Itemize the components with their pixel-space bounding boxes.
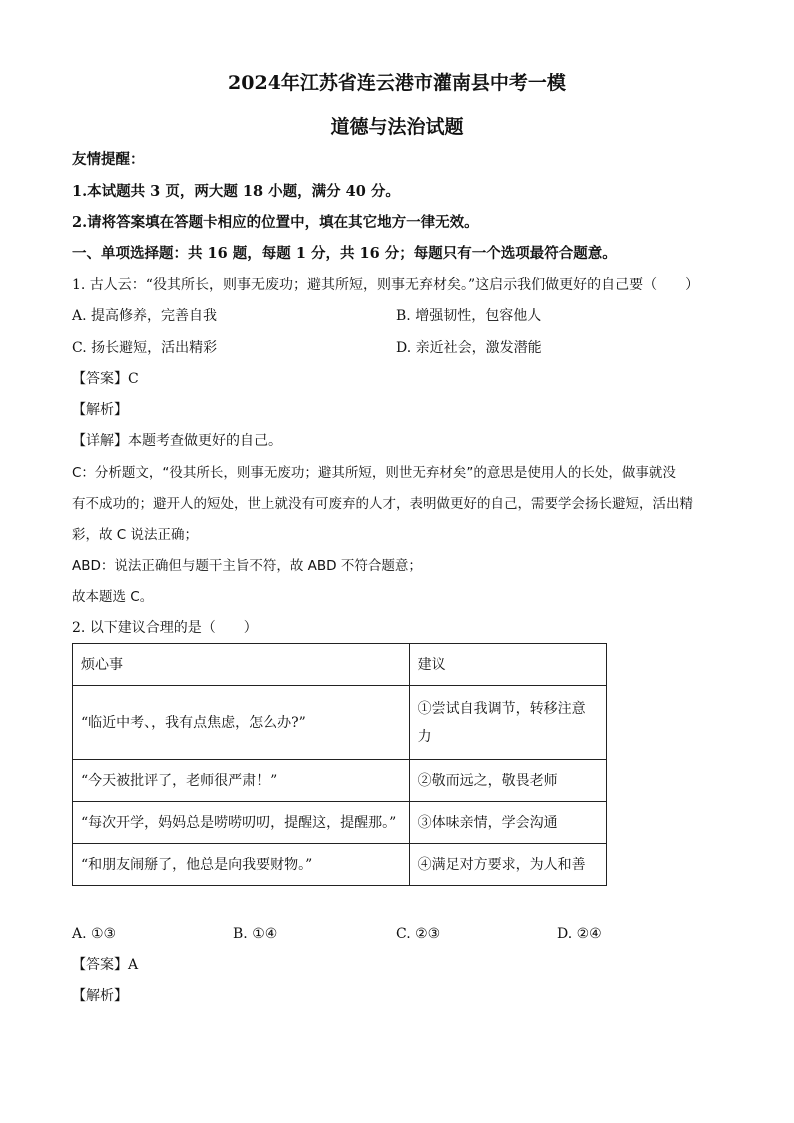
advice-table xyxy=(72,643,607,886)
q1-option-d: D. 亲近社会，激发潜能 xyxy=(396,340,542,356)
q1-option-c: C. 扬长避短，活出精彩 xyxy=(72,340,218,356)
q1-detail: 【详解】本题考查做更好的自己。 xyxy=(72,433,282,449)
reminder-item-2: 2.请将答案填在答题卡相应的位置中，填在其它地方一律无效。 xyxy=(72,214,479,231)
q1-option-a: A. 提高修养，完善自我 xyxy=(72,308,218,324)
table-cell: ②敬而远之，敬畏老师 xyxy=(409,760,606,802)
table-cell xyxy=(409,686,606,760)
q2-option-c: C. ②③ xyxy=(396,926,441,942)
table-cell: ④满足对方要求，为人和善 xyxy=(409,844,606,886)
q2-analysis-label: 【解析】 xyxy=(72,988,128,1004)
q1-conclusion: 故本题选 C。 xyxy=(72,589,154,605)
q1-answer: 【答案】C xyxy=(72,371,139,387)
q1-abd-note: ABD：说法正确但与题干主旨不符，故 ABD 不符合题意； xyxy=(72,558,422,574)
exam-title: 2024年江苏省连云港市灌南县中考一模 xyxy=(228,72,566,94)
table-header-cell: 烦心事 xyxy=(73,644,410,686)
table-cell: “今天被批评了，老师很严肃！” xyxy=(73,760,410,802)
table-cell: “临近中考、，我有点焦虑，怎么办?” xyxy=(73,686,410,760)
reminder-item-1: 1.本试题共 3 页，两大题 18 小题，满分 40 分。 xyxy=(72,183,400,200)
question-1-stem: 1. 古人云：“役其所长，则事无废功；避其所短，则事无弃材矣。”这启示我们做更好的自己要（ ） xyxy=(72,277,700,293)
q2-option-b: B. ①④ xyxy=(233,926,278,942)
q2-option-a: A. ①③ xyxy=(72,926,117,942)
q1-explain-line-3: 彩，故 C 说法正确； xyxy=(72,527,199,543)
table-cell: “每次开学，妈妈总是唠唠叨叨，提醒这，提醒那。” xyxy=(73,802,410,844)
table-row xyxy=(73,760,607,802)
q2-answer: 【答案】A xyxy=(72,957,139,973)
q1-analysis-label: 【解析】 xyxy=(72,402,128,418)
table-row xyxy=(73,844,607,886)
q1-explain-line-1: C：分析题文，“役其所长，则事无废功；避其所短，则世无弃材矣”的意思是使用人的长处，做事就没 xyxy=(72,465,676,481)
table-cell-text: ①尝试自我调节，转移注意 xyxy=(417,700,586,717)
table-row xyxy=(73,686,607,760)
question-2-stem: 2. 以下建议合理的是（ ） xyxy=(72,620,258,636)
table-cell-text-wrap: 力 xyxy=(417,728,432,745)
exam-subtitle: 道德与法治试题 xyxy=(330,116,464,138)
table-cell: “和朋友闹掰了，他总是向我要财物。” xyxy=(73,844,410,886)
table-header-cell: 建议 xyxy=(409,644,606,686)
q2-option-d: D. ②④ xyxy=(557,926,602,942)
q1-explain-line-2: 有不成功的；避开人的短处，世上就没有可废弃的人才，表明做更好的自己，需要学会扬长避短，活出精 xyxy=(72,496,693,512)
q1-option-b: B. 增强韧性，包容他人 xyxy=(396,308,542,324)
reminder-heading: 友情提醒： xyxy=(72,151,145,168)
table-cell: ③体味亲情，学会沟通 xyxy=(409,802,606,844)
table-header-row xyxy=(73,644,607,686)
section-heading: 一、单项选择题：共 16 题，每题 1 分，共 16 分；每题只有一个选项最符合题意。 xyxy=(72,245,617,262)
table-row xyxy=(73,802,607,844)
